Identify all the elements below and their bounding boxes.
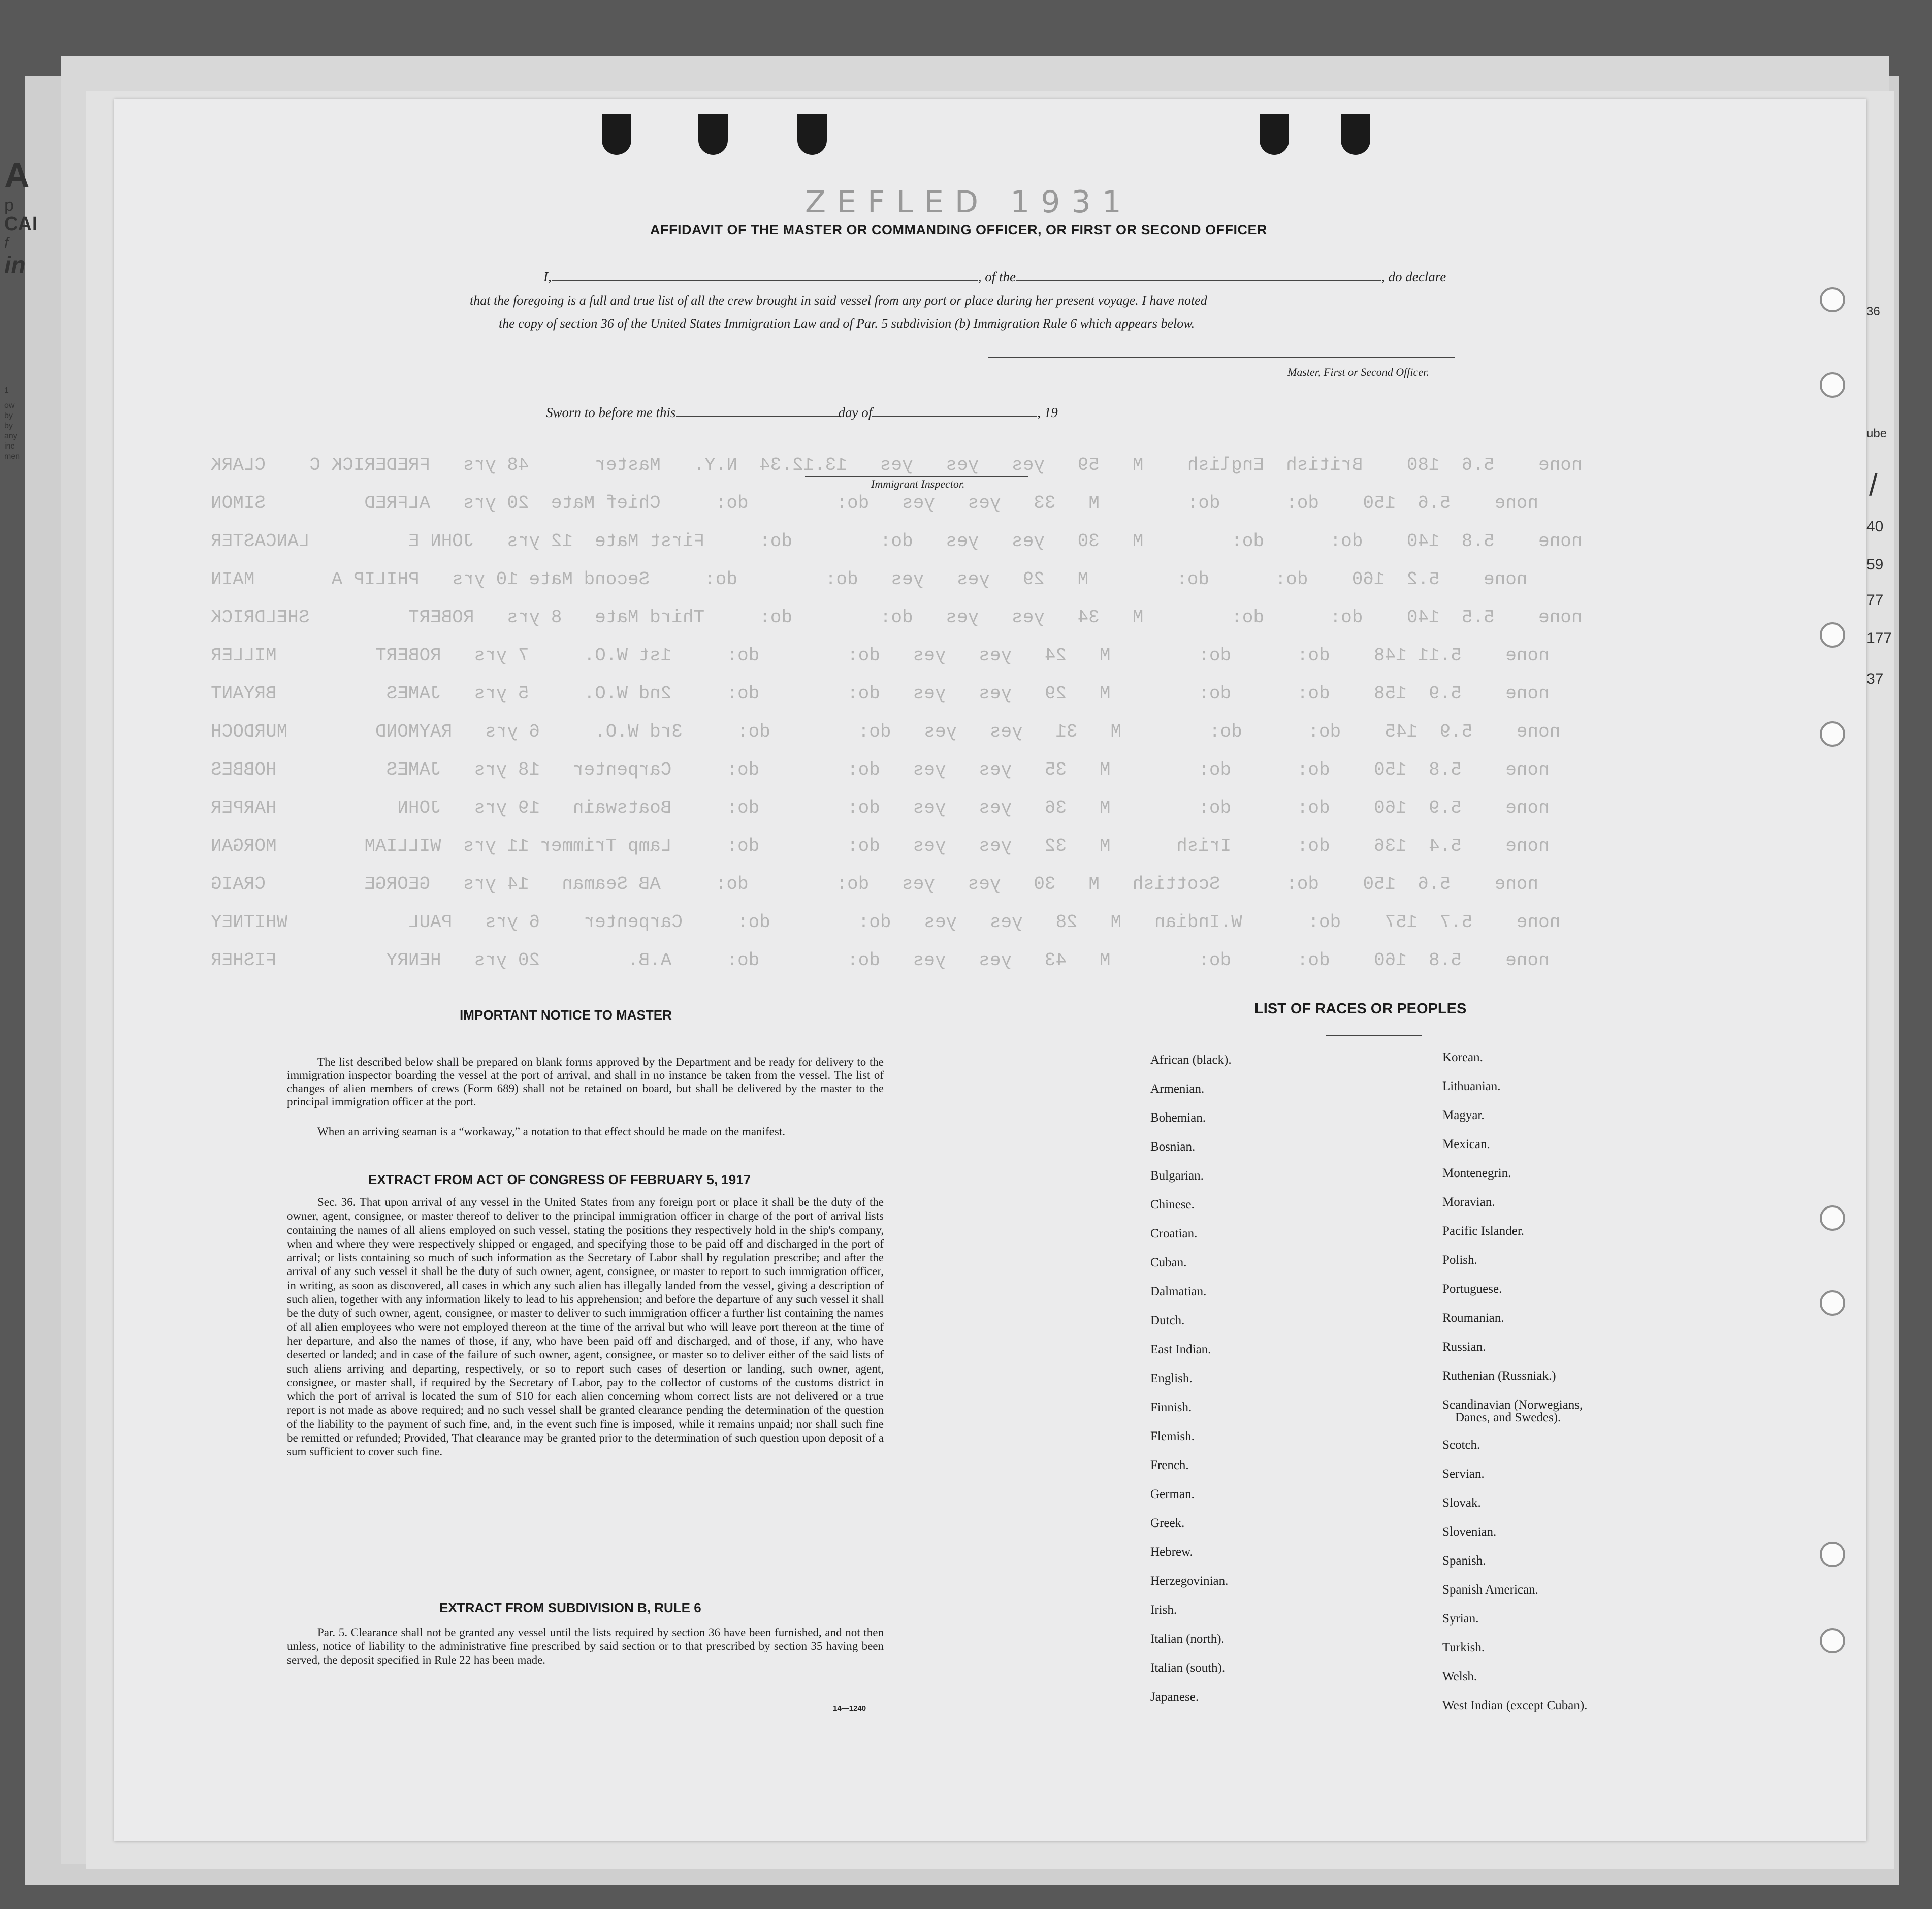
declarant-name-field[interactable] [552,280,978,281]
bleed-through-row: none 5.9 145 do: do: M 31 yes yes do: do: 3rd W.O. 6 yrs RAYMOND MURDOCH [211,721,1561,742]
notice-title: IMPORTANT NOTICE TO MASTER [460,1007,672,1023]
day-of-label: day of [838,405,873,420]
race-item: English. [1150,1372,1193,1385]
bleed-through-row: none 5.8 150 do: do: M 35 yes yes do: do: Carpenter 18 yrs JAMES HOBBES [211,759,1550,780]
edge-text: 36 [1866,305,1880,319]
race-item: Moravian. [1442,1195,1495,1209]
race-item: Danes, and Swedes). [1455,1411,1561,1424]
race-item: Dalmatian. [1150,1285,1207,1298]
edge-text: ube [1866,427,1887,440]
rule-extract-title: EXTRACT FROM SUBDIVISION B, RULE 6 [439,1600,701,1615]
edge-text: 40 [1866,518,1884,535]
race-item: Italian (south). [1150,1661,1226,1675]
bleed-through-row: none 5.9 160 do: do: M 36 yes yes do: do: Boatswain 19 yrs JOHN HARPER [211,798,1550,818]
edge-text: by [4,411,13,420]
bleed-through-row: none 5.5 140 do: do: M 34 yes yes do: do: Third Mate 8 yrs ROBERT SHELDRICK [211,607,1583,628]
sworn-line [546,405,1058,421]
race-item: Irish. [1150,1603,1177,1617]
inspector-caption: Immigrant Inspector. [871,478,965,490]
race-item: Dutch. [1150,1314,1185,1327]
race-item: African (black). [1150,1053,1232,1067]
edge-letter: A [4,155,30,195]
notice-paragraph: The list described below shall be prepared on blank forms approved by the Department and be ready for delivery to the immigration inspector boarding the vessel at the port of arrival, and shall in no instance be taken from the vessel. The list of changes of alien members of crews (Form 689) shall not be retained on board, but shall be delivered by the master to the principal immigration officer at the port. [287,1056,884,1108]
bleed-through-row: none 5.6 150 do: Scottish M 30 yes yes do: do: AB Seaman 14 yrs GEORGE CRAIG [211,874,1539,895]
race-item: Herzegovinian. [1150,1574,1229,1588]
edge-letter: CAI [4,213,38,235]
punch-hole [602,114,631,155]
race-item: Slovak. [1442,1496,1481,1510]
sworn-month-field[interactable] [872,416,1037,417]
punch-hole [1260,114,1289,155]
race-item: Servian. [1442,1467,1485,1481]
edge-letter: p [4,196,14,215]
edge-text: 177 [1866,630,1892,647]
declaration-text-line: that the foregoing is a full and true list of all the crew brought in said vessel from any port or place during her present voyage. I have noted [470,293,1207,308]
edge-letter: in [4,252,26,279]
edge-text: 77 [1866,592,1884,609]
bleed-through-row: none 5.6 150 do: do: M 33 yes yes do: do: Chief Mate 20 yrs ALFRED SIMON [211,493,1539,514]
race-item: Welsh. [1442,1670,1477,1683]
race-item: Bosnian. [1150,1140,1196,1154]
punch-hole [1341,114,1370,155]
master-signature-caption: Master, First or Second Officer. [1287,366,1429,378]
race-item: Cuban. [1150,1256,1187,1269]
race-item: Flemish. [1150,1429,1195,1443]
race-item: Portuguese. [1442,1282,1502,1296]
binder-ring [1820,721,1845,747]
punch-hole [797,114,827,155]
race-item: West Indian (except Cuban). [1442,1699,1588,1712]
race-item: Montenegrin. [1442,1166,1511,1180]
edge-text: 1 [4,386,9,395]
race-item: Croatian. [1150,1227,1198,1240]
affidavit-title: AFFIDAVIT OF THE MASTER OR COMMANDING OFFICER, OR FIRST OR SECOND OFFICER [650,222,1267,237]
bleed-through-row: none 5.9 158 do: do: M 29 yes yes do: do: 2nd W.O. 5 yrs JAMES BRYANT [211,683,1550,704]
edge-text: by [4,422,13,430]
vessel-name-field[interactable] [1016,280,1381,281]
punch-hole [698,114,728,155]
race-item: Mexican. [1442,1137,1490,1151]
race-item: Greek. [1150,1516,1185,1530]
form-number: 14—1240 [833,1704,866,1713]
race-item: Bohemian. [1150,1111,1206,1125]
act-extract-text: Sec. 36. That upon arrival of any vessel in the United States from any foreign port or place it shall be the duty of the owner, agent, consignee, or master thereof to deliver to the principal immigration officer in charge of the port of arrival lists containing the names of all aliens employed on such vessel, stating the positions they respectively hold in the ship's company, when and where they were respectively shipped or engaged, and specifying those to be paid off and discharged in the port of arrival; or lists containing so much of such information as the Secretary of Labor shall by regulation prescribe; and after the arrival of any such vessel it shall be the duty of such owner, agent, consignee, or master to report to such immigration officer, in writing, as soon as discovered, all cases in which any such alien has illegally landed from the vessel, giving a description of such alien, together with any information likely to lead to his apprehension; and before the departure of any such vessel it shall be the duty of such owner, agent, consignee, or master to deliver to such immigration officer a further list containing the names of all alien employees who were not employed thereon at the time of the arrival but who will leave port thereon at the time of her departure, and also the names of those, if any, who have been paid off and discharged, and of those, if any, who have deserted or landed; and in case of the failure of such owner, agent, consignee, or master so to deliver either of the said lists of such aliens arriving and departing, respectively, or so to report such cases of desertion or landing, such owner, agent, consignee, or master shall, if required by the Secretary of Labor, pay to the collector of customs of the customs district in which the port of arrival is located the sum of $10 for each alien concerning whom correct lists are not delivered or a true report is not made as above required; and no such vessel shall be granted clearance pending the determination of the question of the liability to the payment of such fine, and, in the event such fine is imposed, while it remains unpaid; nor shall such fine be remitted or refunded; Provided, That clearance may be granted prior to the determination of such question upon deposit of a sum sufficient to cover such fine. [287,1196,884,1458]
of-the-label: , of the [978,269,1016,284]
race-item: Bulgarian. [1150,1169,1204,1183]
year-label: , 19 [1037,405,1058,420]
race-item: Chinese. [1150,1198,1195,1212]
declare-label: , do declare [1381,269,1446,284]
race-item: Italian (north). [1150,1632,1225,1646]
bleed-through-row: none 5.8 160 do: do: M 43 yes yes do: do: A.B. 20 yrs HENRY FISHER [211,950,1550,971]
binder-ring [1820,372,1845,398]
race-item: Spanish. [1442,1554,1486,1568]
edge-text: 59 [1866,556,1884,573]
race-item: German. [1150,1487,1195,1501]
bleed-through-row: none 5.11 148 do: do: M 24 yes yes do: do: 1st W.O. 7 yrs ROBERT MILLER [211,645,1550,666]
document-page [114,99,1866,1841]
race-item: French. [1150,1458,1189,1472]
binder-ring [1820,1628,1845,1653]
declarant-label: I, [543,269,552,284]
edge-text: / [1869,468,1878,502]
edge-letter: f [4,235,9,251]
races-title-underline [1326,1035,1422,1036]
race-item: Roumanian. [1442,1311,1504,1325]
bleed-through-row: none 5.4 136 do: Irish M 32 yes yes do: do: Lamp Trimmer 11 yrs WILLIAM MORGAN [211,836,1550,856]
master-signature-field[interactable] [988,357,1455,358]
binder-ring [1820,622,1845,648]
race-item: Polish. [1442,1253,1477,1267]
binder-ring [1820,1205,1845,1231]
race-item: Spanish American. [1442,1583,1538,1597]
binder-ring [1820,287,1845,312]
inspector-signature-field[interactable] [805,476,1028,477]
sworn-day-field[interactable] [676,416,839,417]
bleed-through-row: none 5.7 157 do: W.Indian M 28 yes yes do: do: Carpenter 6 yrs PAUL WHITNEY [211,912,1561,933]
edge-text: men [4,452,20,461]
notice-paragraph: When an arriving seaman is a “workaway,” a notation to that effect should be made on the manifest. [317,1125,785,1138]
race-item: Syrian. [1442,1612,1479,1626]
sworn-label: Sworn to before me this [546,405,676,420]
race-item: Hebrew. [1150,1545,1193,1559]
bleed-through-row: none 5.6 180 British English M 59 yes yes yes 13.12.34 N.Y. Master 48 yrs FREDERICK C CLARK [211,455,1583,475]
edge-text: any [4,432,17,440]
bleed-through-row: none 5.8 140 do: do: M 30 yes yes do: do: First Mate 12 yrs JOHN E LANCASTER [211,531,1583,552]
race-item: Scandinavian (Norwegians, [1442,1398,1583,1412]
act-extract-title: EXTRACT FROM ACT OF CONGRESS OF FEBRUARY 5, 1917 [368,1172,751,1187]
handwritten-scrawl: ZEFLED 1931 [805,184,1133,220]
race-item: Ruthenian (Russniak.) [1442,1369,1556,1383]
race-item: East Indian. [1150,1343,1211,1356]
binder-ring [1820,1542,1845,1567]
bleed-through-row: none 5.2 160 do: do: M 29 yes yes do: do: Second Mate 10 yrs PHILIP A MAIN [211,569,1528,590]
race-item: Armenian. [1150,1082,1205,1096]
race-item: Russian. [1442,1340,1486,1354]
race-item: Magyar. [1442,1108,1485,1122]
binder-ring [1820,1290,1845,1316]
rule-extract-text: Par. 5. Clearance shall not be granted any vessel until the lists required by section 36 have been furnished, and not then unless, notice of liability to the administrative fine prescribed by said section or to that prescribed by section 35 having been served, the deposit specified in Rule 22 has been made. [287,1626,884,1666]
declaration-text-line: the copy of section 36 of the United States Immigration Law and of Par. 5 subdivision (b) Immigration Rule 6 which appears below. [499,316,1195,331]
race-item: Pacific Islander. [1442,1224,1525,1238]
races-title: LIST OF RACES OR PEOPLES [1254,1001,1467,1017]
edge-text: inc [4,442,15,451]
edge-text: ow [4,401,15,410]
race-item: Korean. [1442,1051,1483,1064]
declaration-line [543,269,1446,285]
race-item: Lithuanian. [1442,1079,1501,1093]
race-item: Scotch. [1442,1438,1480,1452]
race-item: Turkish. [1442,1641,1485,1655]
edge-text: 37 [1866,671,1884,687]
race-item: Japanese. [1150,1690,1199,1704]
race-item: Slovenian. [1442,1525,1497,1539]
race-item: Finnish. [1150,1401,1192,1414]
